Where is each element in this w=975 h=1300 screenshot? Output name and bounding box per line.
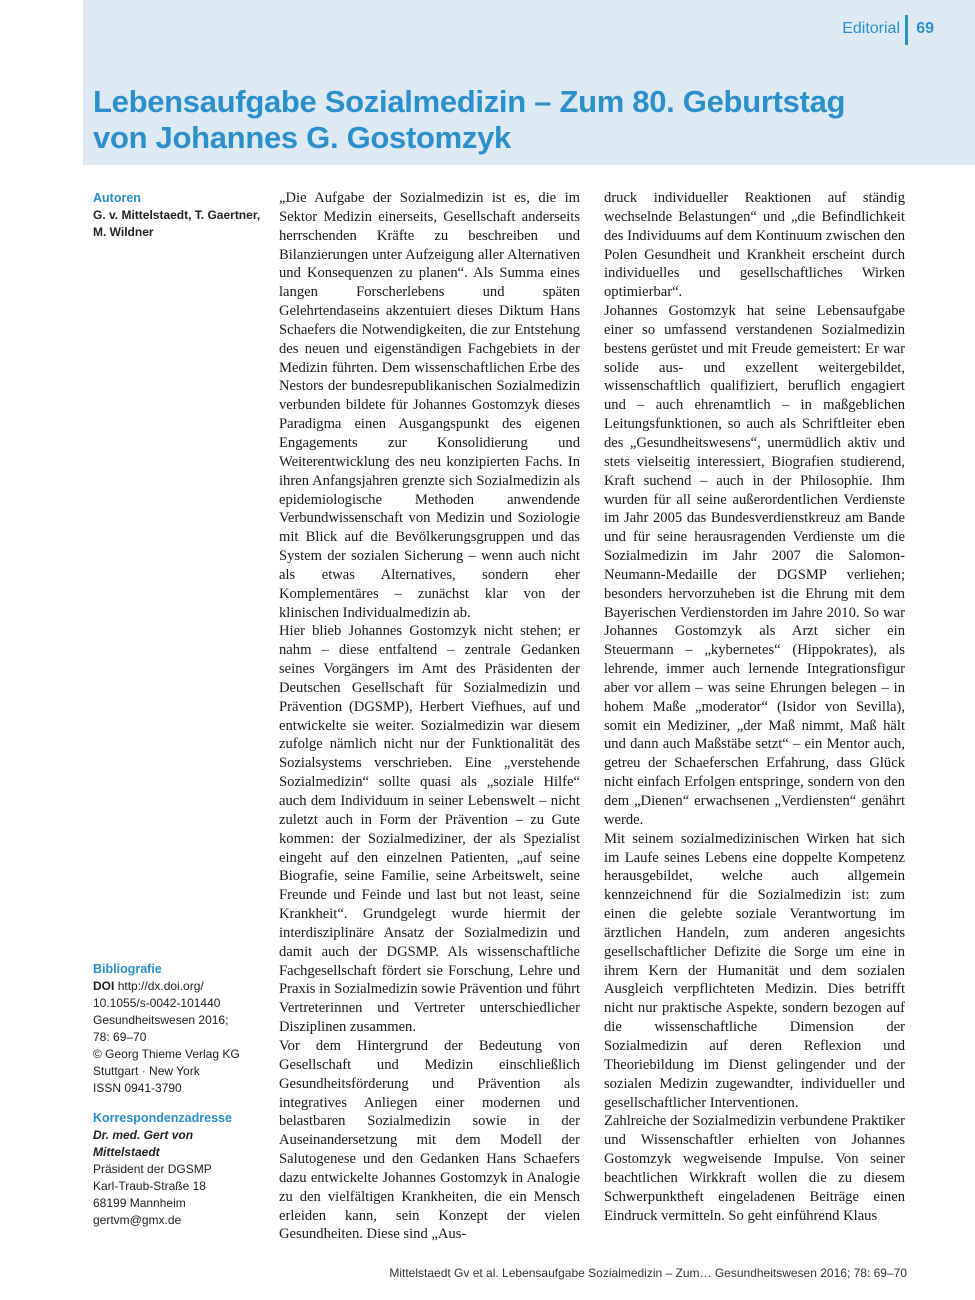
- title-line-2: von Johannes G. Gostomzyk: [93, 120, 511, 155]
- journal-ref: Gesundheitswesen 2016; 78: 69–70: [93, 1013, 229, 1044]
- authors-block: [93, 190, 268, 241]
- page-number-divider: [905, 15, 908, 45]
- paragraph: Mit seinem sozialmedizinischen Wirken hat sich im Laufe seines Lebens eine doppelte Kompetenz herausgebildet, welche auch allgemein kennzeichnend für die Sozialmedizin ist: zum einen die gelebte soziale Verantwortung im ärztlichen Handeln, zum anderen angesichts gesellschaftlicher Defizite die Sorge um eine in ihrem Kern der Humanität und dem sozialen Ausgleich verpflichteten Medizin. Dies betrifft nicht nur praktische Aspekte, sondern bezogen auf die wissenschaftliche Dimension der Sozialmedizin auf deren Reflexion und Theoriebildung im Dienst gelingender und der sozialen Medizin zugewandter, individueller und gesellschaftlicher Interventionen.: [604, 830, 905, 1111]
- article-title: [93, 84, 953, 156]
- issn: ISSN 0941-3790: [93, 1081, 182, 1095]
- correspondence-street: Karl-Traub-Straße 18: [93, 1179, 206, 1193]
- paragraph: Zahlreiche der Sozialmedizin verbundene Praktiker und Wissenschaftler erhielten von Johannes Gostomzyk wegweisende Impulse. Von seiner beachtlichen Wirkkraft wollen die zu diesem Schwerpunktheft eingeladenen Beiträge einen Eindruck vermitteln. So geht einführend Klaus: [604, 1113, 905, 1224]
- paragraph: Vor dem Hintergrund der Bedeutung von Gesellschaft und Medizin einschließlich Gesundheitsförderung und Prävention als integratives Anliegen einer modernen und belastbaren Sozialmedizin sowie in der Auseinandersetzung mit dem Modell der Salutogenese und den Gedanken Hans Schaefers dazu entwickelte Johannes Gostomzyk in Analogie zu den vielfältigen Krankheiten, die ein Mensch erleiden kann, sein Konzept der vielen Gesundheiten. Diese sind „Aus-: [279, 1037, 580, 1243]
- authors-heading: Autoren: [93, 191, 141, 205]
- publisher-city: Stuttgart · New York: [93, 1064, 200, 1078]
- doi-line: [93, 978, 243, 1012]
- correspondence-role: Präsident der DGSMP: [93, 1162, 212, 1176]
- copyright: © Georg Thieme Verlag KG: [93, 1047, 240, 1061]
- section-label: Editorial: [842, 20, 900, 37]
- correspondence-email[interactable]: gertvm@gmx.de: [93, 1213, 182, 1227]
- authors-list: G. v. Mittelstaedt, T. Gaertner, M. Wildner: [93, 208, 261, 239]
- paragraph: Hier blieb Johannes Gostomzyk nicht stehen; er nahm – diese entfaltend – zentrale Gedanken seines Vorgängers im Amt des Präsidenten der Deutschen Gesellschaft für Sozialmedizin und Prävention (DGSMP), Herbert Viefhues, auf und entwickelte sie weiter. Sozialmedizin war diesem zufolge nämlich nicht nur der Funktionalität des Sozialsystems verschrieben. Eine „verstehende Sozialmedizin“ sollte quasi als „soziale Hilfe“ auch dem Individuum in seiner Lebenswelt – nicht zuletzt auch in Form der Prävention – zu Gute kommen: der Sozialmediziner, der als Spezialist eingeht auf den einzelnen Patienten, „auf seine Biografie, seine Familie, seine Arbeitswelt, seine Freunde und Feinde und last but not least, seine Krankheit“. Grundgelegt wurde hiermit der interdisziplinäre Ansatz der Sozialmedizin und damit auch der DGSMP. Als wissenschaftliche Fachgesellschaft fördert sie Forschung, Lehre und Praxis in Sozialmedizin sowie Prävention und führt Vertreterinnen und Vertreter unterschiedlicher Disziplinen zusammen.: [279, 623, 580, 1036]
- correspondence-heading: Korrespondenzadresse: [93, 1111, 232, 1125]
- bibliography-heading: Bibliografie: [93, 962, 162, 976]
- body-column-1: [279, 189, 580, 1244]
- doi-label: DOI: [93, 979, 115, 993]
- correspondence-name: Dr. med. Gert von Mittelstaedt: [93, 1128, 194, 1159]
- title-line-1: Lebensaufgabe Sozialmedizin – Zum 80. Geburtstag: [93, 84, 846, 119]
- body-column-2: [604, 189, 905, 1225]
- paragraph: „Die Aufgabe der Sozialmedizin ist es, die im Sektor Medizin einerseits, Gesellschaft anderseits herrschenden Kräfte zu beschreiben und Bilanzierungen unter Aufzeigung aller Alternativen und Konsequenzen zu planen“. Als Summa eines langen Forscherlebens und späten Gelehrtendaseins akzentuiert dieses Diktum Hans Schaefers die Notwendigkeiten, die zur Entstehung des neuen und eigenständigen Fachgebiets in der Medizin führten. Dem wissenschaftlichen Erbe des Nestors der bundesrepublikanischen Sozialmedizin verbunden bildete für Johannes Gostomzyk dieses Paradigma einen Ausgangspunkt des eigenen Engagements zur Konsolidierung und Weiterentwicklung des neu konzipierten Fachs. In ihren Anfangsjahren grenzte sich Sozialmedizin als epidemiologische Methoden anwendende Verbundwissenschaft von Medizin und Soziologie mit Blick auf die Bevölkerungsgruppen und das System der sozialen Sicherung – wenn auch nicht als etwas Alternatives, sondern eher Komplementäres – zunächst klar von der klinischen Individualmedizin ab.: [279, 190, 580, 621]
- paragraph: Johannes Gostomzyk hat seine Lebensaufgabe einer so umfassend verstandenen Sozialmedizin bestens gerüstet und mit Freude gemeistert: Er war solide aus- und exzellent weitergebildet, wissenschaftlich qualifiziert, beruflich engagiert und – auch ehrenamtlich – in maßgeblichen Leitungsfunktionen, so auch als Schriftleiter eben des „Gesundheitswesens“, unermüdlich aktiv und stets vielseitig interessiert, Biografien studierend, Kraft suchend – auch in der Philosophie. Ihm wurden für all seine außerordentlichen Verdienste im Jahr 2005 das Bundesverdienstkreuz am Bande und für seine herausragenden Verdienste um die Sozialmedizin im Jahr 2007 die Salomon-Neumann-Medaille der DGSMP verliehen; besonders hervorzuheben ist die Ehrung mit dem Bayerischen Verdienstorden im Jahre 2010. So war Johannes Gostomzyk als Arzt sicher ein Steuermann – „kybernetes“ (Hippokrates), als lehrende, immer auch lernende Integrationsfigur aber vor allem – was seine Ehrungen belegen – in hohem Maße „moderator“ (Isidor von Sevilla), somit ein Mediziner, „der Maß nimmt, Maß hält und dann auch Maßstäbe setzt“ – ein Mentor auch, getreu der Schaeferschen Erfahrung, dass Glück nicht einfach Erfolgen entspringe, sondern von den dem „Dienen“ erwachsenen „Verdiensten“ genährt werde.: [604, 303, 905, 828]
- correspondence-city: 68199 Mannheim: [93, 1196, 186, 1210]
- page-number: 69: [916, 20, 934, 37]
- footer-citation: Mittelstaedt Gv et al. Lebensaufgabe Sozialmedizin – Zum… Gesundheitswesen 2016; 78: 69–70: [389, 1266, 907, 1280]
- correspondence-block: [93, 1110, 268, 1229]
- bibliography-block: [93, 961, 268, 1097]
- doi-link[interactable]: http://dx.doi.org/ 10.1055/s-0042-101440: [93, 979, 221, 1010]
- paragraph: druck individueller Reaktionen auf ständig wechselnde Belastungen“ und „die Befindlichkeit des Individuums auf dem Kontinuum zwischen den Polen Gesundheit und Krankheit erscheint durch individuelles und gesellschaftliches Wirken optimierbar“.: [604, 190, 905, 301]
- header-tab-band: [83, 0, 975, 48]
